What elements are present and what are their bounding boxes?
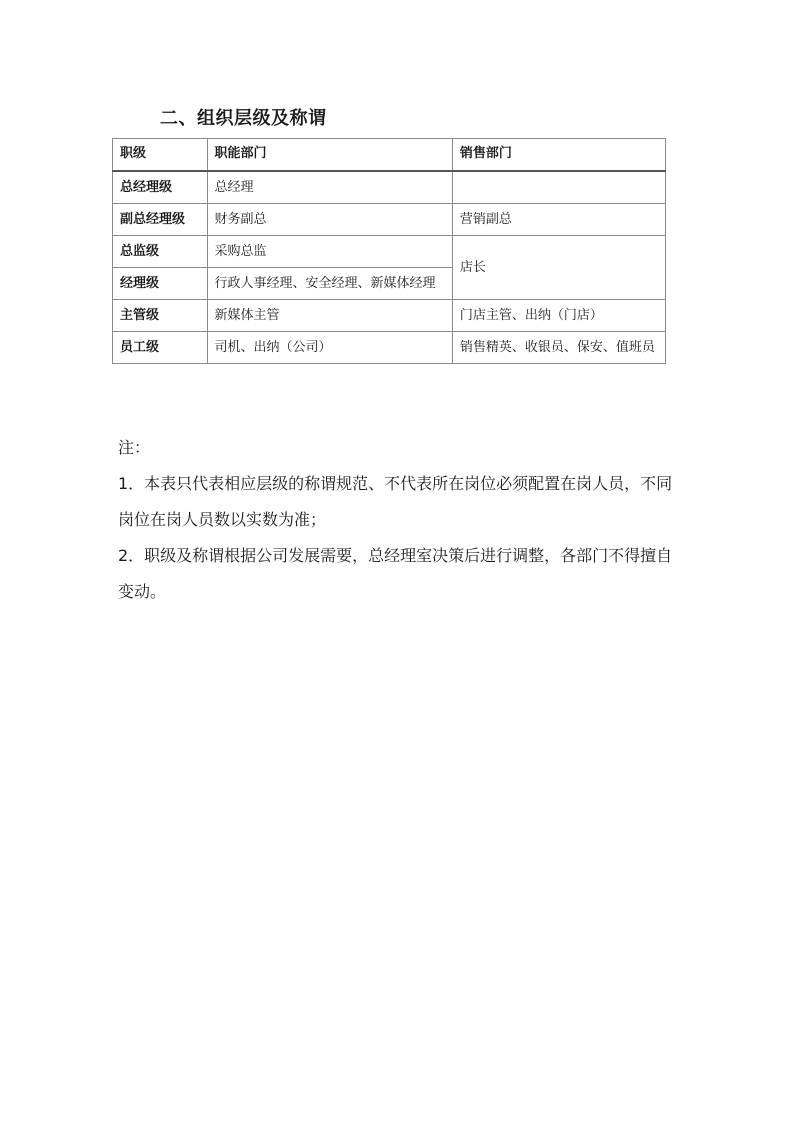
level-cell: 员工级 bbox=[113, 331, 208, 363]
table-row bbox=[113, 299, 666, 331]
notes-title: 注： bbox=[118, 438, 151, 457]
note-item: 1．本表只代表相应层级的称谓规范、不代表所在岗位必须配置在岗人员，不同岗位在岗人员数以实数为准； bbox=[118, 474, 673, 529]
sales-cell bbox=[452, 171, 665, 204]
sales-cell: 营销副总 bbox=[452, 203, 665, 235]
functional-cell: 司机、出纳（公司） bbox=[207, 331, 452, 363]
table-row bbox=[113, 331, 666, 363]
functional-cell: 总经理 bbox=[207, 171, 452, 204]
header-sales: 销售部门 bbox=[452, 139, 665, 171]
org-level-table bbox=[112, 138, 666, 364]
level-cell: 总经理级 bbox=[113, 171, 208, 204]
level-cell: 总监级 bbox=[113, 235, 208, 267]
level-cell: 副总经理级 bbox=[113, 203, 208, 235]
note-item: 2．职级及称谓根据公司发展需要，总经理室决策后进行调整，各部门不得擅自变动。 bbox=[118, 546, 673, 601]
functional-cell: 采购总监 bbox=[207, 235, 452, 267]
sales-cell: 门店主管、出纳（门店） bbox=[452, 299, 665, 331]
level-cell: 经理级 bbox=[113, 267, 208, 299]
table-header-row bbox=[113, 139, 666, 171]
header-level: 职级 bbox=[113, 139, 208, 171]
notes-section bbox=[118, 430, 678, 610]
header-functional: 职能部门 bbox=[207, 139, 452, 171]
table-row bbox=[113, 171, 666, 204]
sales-cell-merged: 店长 bbox=[452, 235, 665, 299]
functional-cell: 新媒体主管 bbox=[207, 299, 452, 331]
functional-cell: 财务副总 bbox=[207, 203, 452, 235]
table-row bbox=[113, 235, 666, 267]
table-row bbox=[113, 203, 666, 235]
sales-cell: 销售精英、收银员、保安、值班员 bbox=[452, 331, 665, 363]
functional-cell: 行政人事经理、安全经理、新媒体经理 bbox=[207, 267, 452, 299]
level-cell: 主管级 bbox=[113, 299, 208, 331]
section-heading: 二、组织层级及称谓 bbox=[160, 108, 327, 129]
